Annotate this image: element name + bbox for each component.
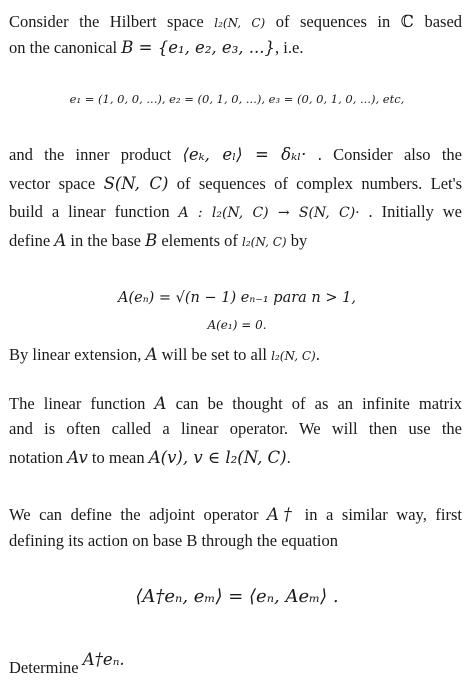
para4-line1: [9, 394, 462, 414]
notation-Av-definition: A(v), v ∈ l₂(N, C): [148, 448, 287, 467]
para2-line1: [9, 145, 462, 165]
S-space: S(N, C): [103, 174, 169, 193]
text: The linear function: [9, 394, 146, 413]
text: .: [315, 345, 320, 364]
basis-B: B: [145, 231, 158, 250]
text: by: [290, 231, 308, 250]
text: .: [286, 448, 291, 467]
equation-basis: e₁ = (1, 0, 0, ...), e₂ = (0, 1, 0, ...), e₃ = (0, 0, 1, 0, ...), etc,: [69, 92, 405, 106]
adjoint-operator: A†: [267, 505, 297, 524]
text: to mean: [91, 448, 145, 467]
para3: [9, 345, 462, 366]
para4-line2: and is often called a linear operator. We will then use the: [9, 419, 462, 438]
text: of sequences of complex numbers. Let's: [176, 174, 463, 193]
text: We can define the adjoint operator: [9, 505, 259, 524]
operator-A: A: [145, 345, 158, 364]
l2-space: l₂(N, C): [271, 349, 316, 363]
notation-Av: Av: [67, 448, 88, 467]
text: By linear extension,: [9, 345, 142, 364]
text: in the base: [70, 231, 141, 250]
text: on the canonical: [9, 38, 118, 57]
text: of sequences in: [275, 12, 391, 31]
text: will be set to all: [161, 345, 268, 364]
para2-line4: [9, 231, 462, 252]
para5-line1: [9, 505, 462, 525]
para5-line2: defining its action on base B through the equation: [9, 531, 339, 550]
linear-map: A : l₂(N, C) → S(N, C)·: [178, 205, 360, 221]
text: based: [424, 12, 463, 31]
para2-line2: [9, 174, 462, 194]
l2-space: l₂(N, C): [242, 235, 287, 249]
equation-adjoint: ⟨A†eₙ, eₘ⟩ = ⟨eₙ, Aeₘ⟩ .: [135, 586, 339, 607]
equation-A-en: A(eₙ) = √(n − 1) eₙ₋₁ para n > 1,: [118, 290, 356, 306]
para1-line2: [9, 38, 462, 58]
text: . Consider also the: [317, 145, 462, 164]
complex-symbol: ℂ: [400, 12, 414, 31]
text: vector space: [9, 174, 96, 193]
operator-A: A: [54, 231, 67, 250]
text: and the inner product: [9, 145, 172, 164]
text: elements of: [161, 231, 238, 250]
l2-space: l₂(N, C): [214, 16, 266, 30]
text: in a similar way, first: [304, 505, 462, 524]
equation-A-e1: A(e₁) = 0.: [207, 318, 267, 332]
text: build a linear function: [9, 202, 170, 221]
inner-product: ⟨eₖ, eₗ⟩ = δₖₗ·: [182, 145, 307, 164]
operator-A: A: [154, 394, 167, 413]
para1-line1: [9, 12, 462, 33]
final-line: [9, 650, 462, 678]
text: . Initially we: [368, 202, 463, 221]
text: Consider the Hilbert space: [9, 12, 204, 31]
determine-label: Determine: [9, 658, 79, 677]
text: can be thought of as an infinite matrix: [175, 394, 462, 413]
para4-line3: [9, 448, 462, 468]
text: notation: [9, 448, 64, 467]
para2-line3: [9, 202, 462, 223]
text: define: [9, 231, 51, 250]
text: , i.e.: [275, 38, 304, 57]
basis-definition: B = {e₁, e₂, e₃, ...}: [121, 38, 276, 57]
final-expression: A†eₙ.: [82, 650, 125, 669]
